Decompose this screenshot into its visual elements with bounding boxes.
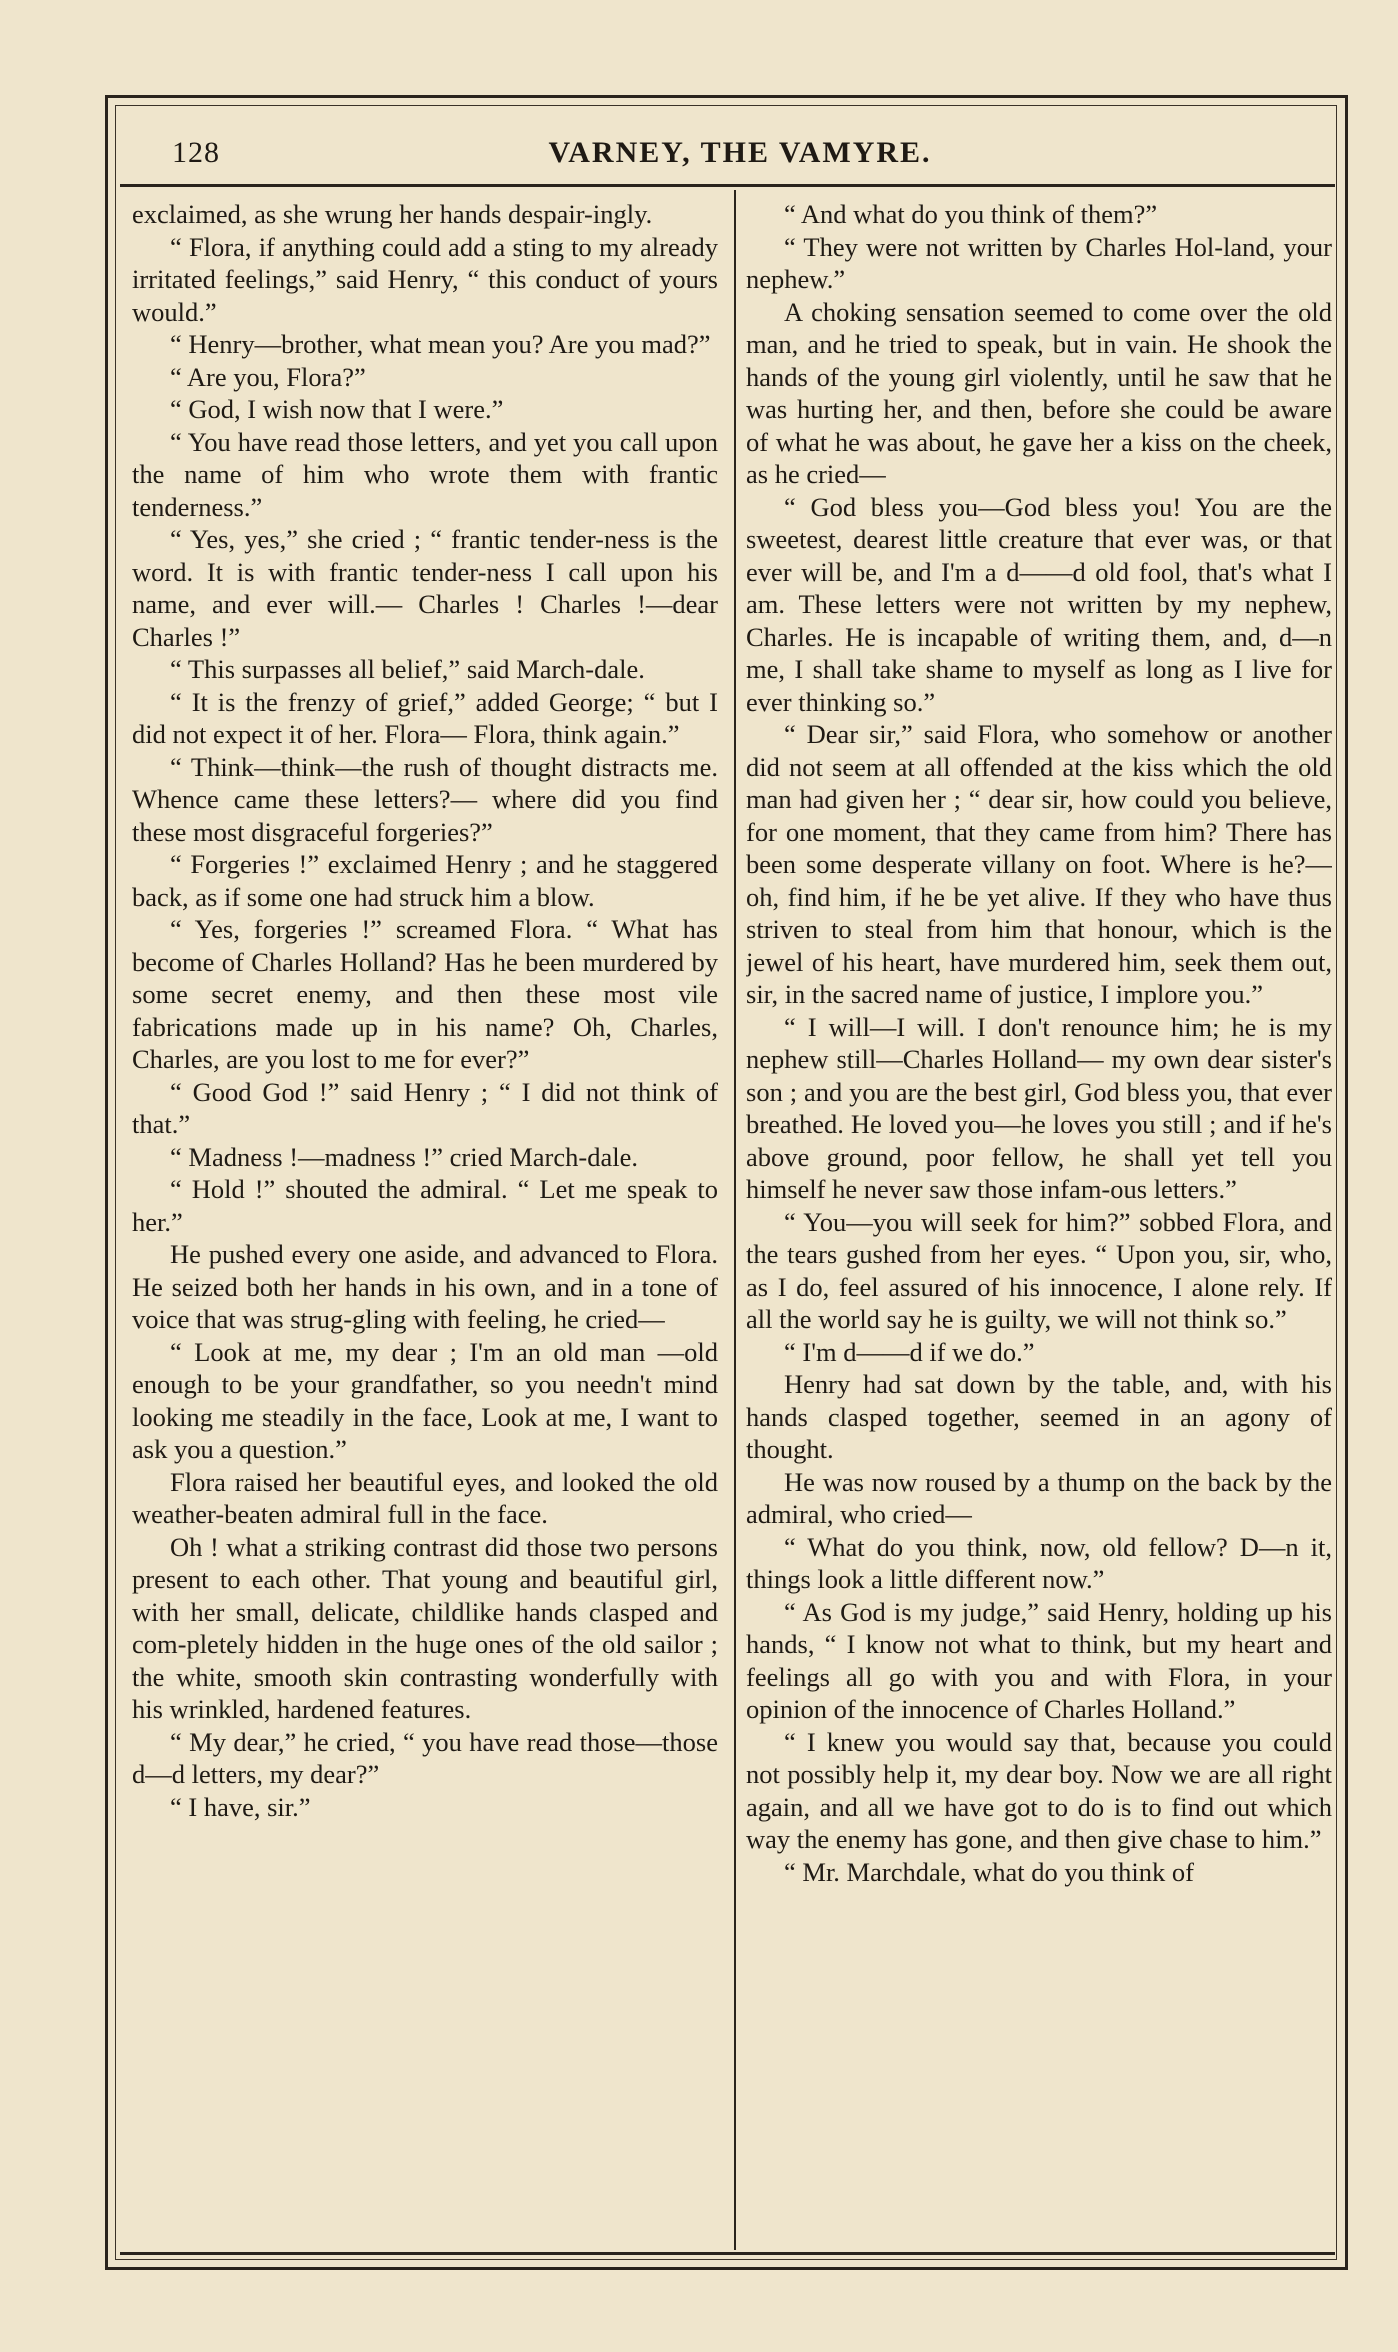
paragraph: “ Henry—brother, what mean you? Are you mad?” — [170, 329, 711, 359]
paragraph: “ What do you think, now, old fellow? D—n it, things look a little different now.” — [746, 1531, 1332, 1594]
paragraph: “ Flora, if anything could add a sting to my already irritated feelings,” said Henry, “ this conduct of yours would.” — [132, 231, 718, 327]
paragraph: “ You have read those letters, and yet you call upon the name of him who wrote them with frantic tenderness.” — [132, 426, 718, 522]
paragraph: “ This surpasses all belief,” said March-dale. — [170, 654, 645, 684]
paragraph: “ Think—think—the rush of thought distracts me. Whence came these letters?— where did you find these most disgraceful forgeries?” — [132, 751, 718, 847]
left-column — [132, 198, 718, 2248]
paragraph: “ I knew you would say that, because you could not possibly help it, my dear boy. Now we are all right again, and all we have got to do is to find out which way the enemy has gone, and then give chase to him.” — [746, 1726, 1332, 1854]
page-number: 128 — [172, 136, 220, 169]
paragraph: “ My dear,” he cried, “ you have read those—those d—d letters, my dear?” — [132, 1726, 718, 1789]
paragraph: “ As God is my judge,” said Henry, holding up his hands, “ I know not what to think, but my heart and feelings all go with you and with Flora, in your opinion of the innocence of Charles Holland.” — [746, 1596, 1332, 1724]
right-column — [746, 198, 1332, 2248]
paragraph: “ And what do you think of them?” — [784, 199, 1158, 229]
paragraph: Henry had sat down by the table, and, with his hands clasped together, seemed in an agony of thought. — [746, 1369, 1332, 1464]
paragraph: “ Dear sir,” said Flora, who somehow or another did not seem at all offended at the kiss which the old man had given her ; “ dear sir, how could you believe, for one moment, that they came from him? There has been some desperate villany on foot. Where is he?—oh, find him, if he be yet alive. If they who have thus striven to steal from him that honour, which is the jewel of his heart, have murdered him, seek them out, sir, in the sacred name of justice, I implore you.” — [746, 719, 1332, 1009]
footer-rule — [120, 2252, 1335, 2255]
paragraph: “ Yes, yes,” she cried ; “ frantic tender-ness is the word. It is with frantic tender-ness I call upon his name, and ever will.— Charles ! Charles !—dear Charles !” — [132, 524, 718, 652]
paragraph: “ God bless you—God bless you! You are the sweetest, dearest little creature that ever was, or that ever will be, and I'm a d——d old fool, that's what I am. These letters were not written by my nephew, Charles. He is incapable of writing them, and, d—n me, I shall take shame to myself as long as I live for ever thinking so.” — [746, 491, 1332, 717]
paragraph: “ It is the frenzy of grief,” added George; “ but I did not expect it of her. Flora— Flora, think again.” — [132, 686, 718, 749]
paragraph: He pushed every one aside, and advanced to Flora. He seized both her hands in his own, and in a tone of voice that was strug-gling with feeling, he cried— — [132, 1239, 718, 1334]
page-header — [160, 128, 1320, 180]
paragraph: “ You—you will seek for him?” sobbed Flora, and the tears gushed from her eyes. “ Upon you, sir, who, as I do, feel assured of his innocence, I alone rely. If all the world say he is guilty, we will not think so.” — [746, 1206, 1332, 1334]
paragraph: “ Look at me, my dear ; I'm an old man —old enough to be your grandfather, so you needn't mind looking me steadily in the face, Look at me, I want to ask you a question.” — [132, 1336, 718, 1464]
paragraph: “ Madness !—madness !” cried March-dale. — [170, 1141, 638, 1172]
paragraph: exclaimed, as she wrung her hands despair-ingly. — [132, 199, 653, 229]
paragraph: “ Yes, forgeries !” screamed Flora. “ What has become of Charles Holland? Has he been murdered by some secret enemy, and then these most vile fabrications made up in his name? Oh, Charles, Charles, are you lost to me for ever?” — [132, 914, 718, 1074]
paragraph: “ I will—I will. I don't renounce him; he is my nephew still—Charles Holland— my own dear sister's son ; and you are the best girl, God bless you, that ever breathed. He loved you—he loves you still ; and if he's above ground, poor fellow, he shall yet tell you himself he never saw those infam-ous letters.” — [746, 1011, 1332, 1204]
paragraph: “ God, I wish now that I were.” — [170, 394, 504, 424]
paragraph: “ I have, sir.” — [170, 1791, 311, 1822]
paragraph: He was now roused by a thump on the back by the admiral, who cried— — [746, 1466, 1332, 1529]
paragraph: Oh ! what a striking contrast did those two persons present to each other. That young and beautiful girl, with her small, delicate, childlike hands clasped and com-pletely hidden in the huge ones of the old sailor ; the white, smooth skin contrasting wonderfully with his wrinkled, hardened features. — [132, 1531, 718, 1724]
paragraph: A choking sensation seemed to come over the old man, and he tried to speak, but in vain. He shook the hands of the young girl violently, until he saw that he was hurting her, and then, before she could be aware of what he was about, he gave her a kiss on the cheek, as he cried— — [746, 296, 1332, 489]
running-title: VARNEY, THE VAMYRE. — [548, 136, 932, 169]
paragraph: “ I'm d——d if we do.” — [784, 1336, 1035, 1367]
column-divider — [734, 190, 736, 2250]
paragraph: “ Good God !” said Henry ; “ I did not think of that.” — [132, 1076, 718, 1139]
paragraph: “ They were not written by Charles Hol-land, your nephew.” — [746, 231, 1332, 294]
paragraph: “ Hold !” shouted the admiral. “ Let me speak to her.” — [132, 1174, 718, 1237]
paragraph: “ Forgeries !” exclaimed Henry ; and he staggered back, as if some one had struck him a blow. — [132, 849, 718, 912]
paragraph: “ Are you, Flora?” — [170, 361, 366, 392]
paragraph: “ Mr. Marchdale, what do you think of — [784, 1856, 1194, 1887]
paragraph: Flora raised her beautiful eyes, and looked the old weather-beaten admiral full in the face. — [132, 1466, 718, 1529]
header-rule — [120, 184, 1335, 187]
